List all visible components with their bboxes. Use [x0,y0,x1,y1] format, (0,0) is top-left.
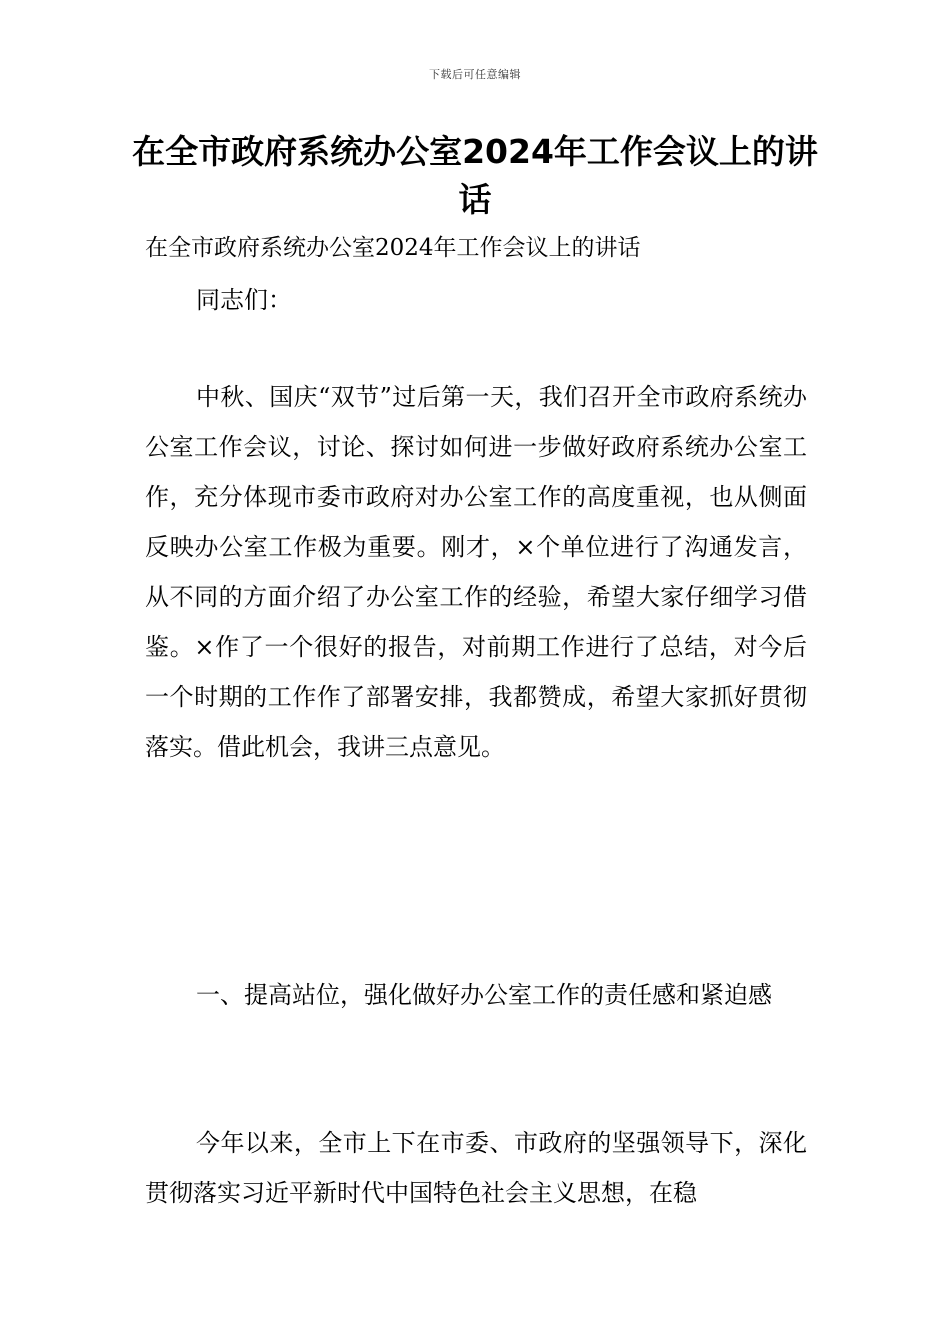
section-heading-1: 一、提高站位，强化做好办公室工作的责任感和紧迫感 [196,981,772,1009]
document-title: 在全市政府系统办公室2024年工作会议上的讲话 [132,132,818,219]
header-note: 下载后可任意编辑 [429,68,521,81]
salutation: 同志们： [196,286,292,314]
paragraph-section-1: 今年以来，全市上下在市委、市政府的坚强领导下，深化贯彻落实习近平新时代中国特色社会主义思想，在稳 [145,1129,807,1207]
document-subtitle: 在全市政府系统办公室2024年工作会议上的讲话 [145,235,641,261]
paragraph-intro: 中秋、国庆“双节”过后第一天，我们召开全市政府系统办公室工作会议，讨论、探讨如何进一步做好政府系统办公室工作，充分体现市委市政府对办公室工作的高度重视，也从侧面反映办公室工作极为重要。刚才，×个单位进行了沟通发言，从不同的方面介绍了办公室工作的经验，希望大家仔细学习借鉴。×作了一个很好的报告，对前期工作进行了总结，对今后一个时期的工作作了部署安排，我都赞成，希望大家抓好贯彻落实。借此机会，我讲三点意见。 [145,383,807,761]
